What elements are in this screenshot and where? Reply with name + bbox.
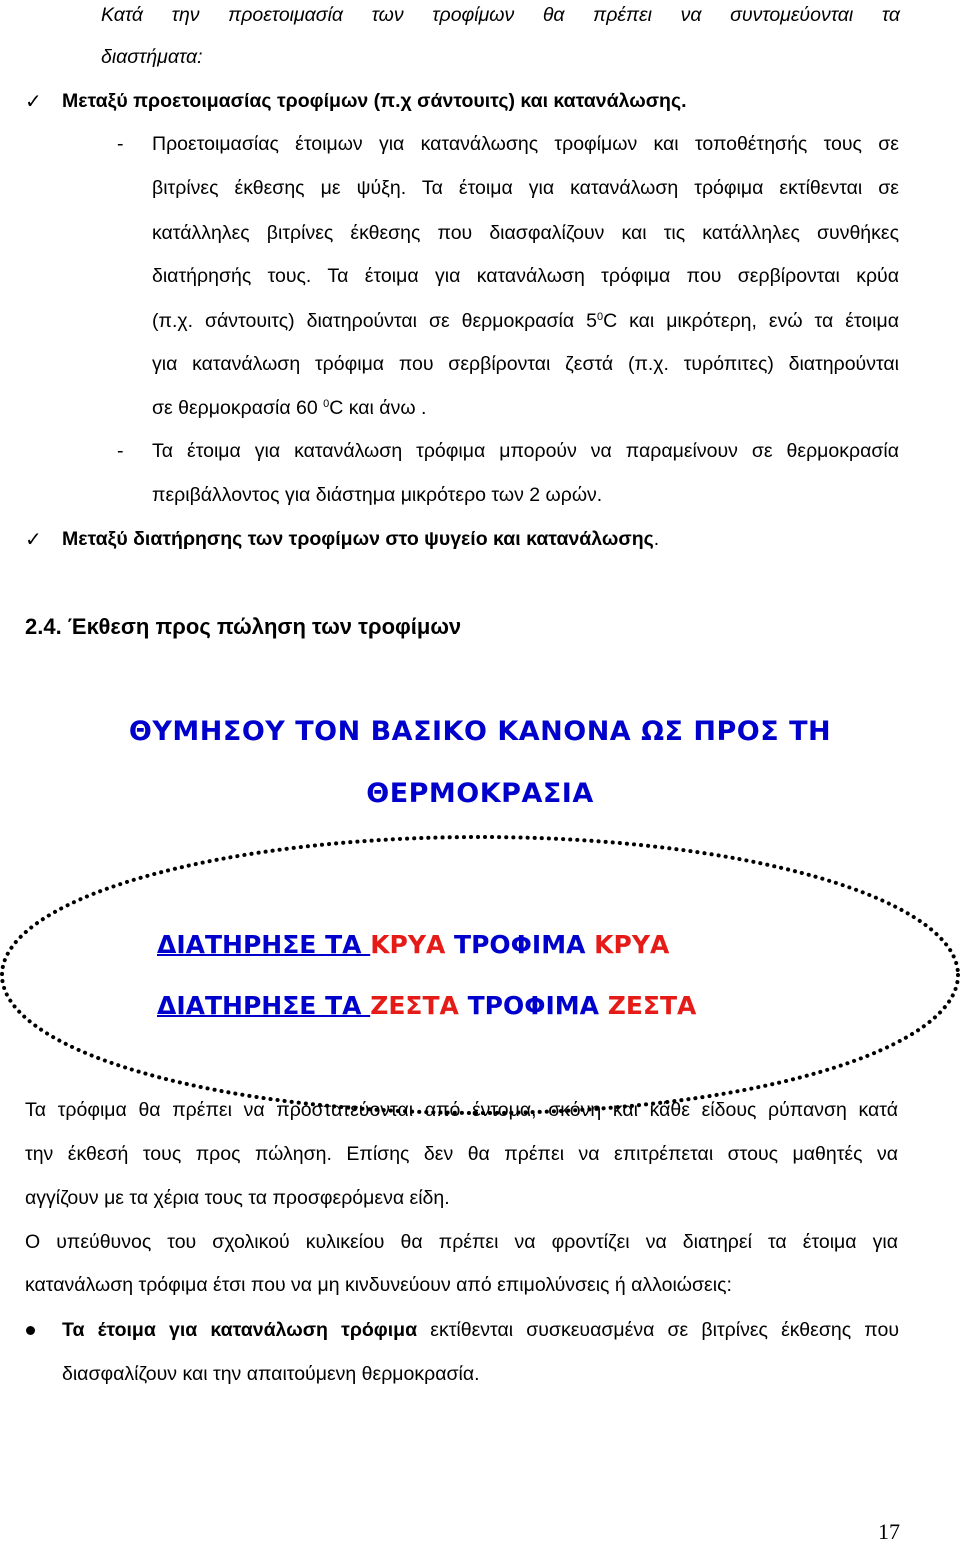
intro-line-1: Κατά την προετοιμασία των τροφίμων θα πρέπει να συντομεύονται τα (101, 4, 900, 26)
para1-line-3: αγγίζουν με τα χέρια τους τα προσφερόμενα είδη. (25, 1187, 450, 1209)
dash1-line-2: βιτρίνες έκθεσης με ψύξη. Τα έτοιμα για κατανάλωση τρόφιμα εκτίθενται σε (152, 177, 899, 199)
checkmark-icon: ✓ (25, 527, 42, 551)
bullet1-line-2: διασφαλίζουν και την απαιτούμενη θερμοκρασία. (62, 1363, 480, 1385)
keep-cold-line: ΔΙΑΤΗΡΗΣΕ ΤΑ ΚΡΥΑ ΤΡΟΦΙΜΑ ΚΡΥΑ (157, 930, 670, 959)
bullet1-line-1: Τα έτοιμα για κατανάλωση τρόφιμα εκτίθενται συσκευασμένα σε βιτρίνες έκθεσης που (62, 1319, 899, 1341)
dash1-line-7: σε θερμοκρασία 60 $^0$C και άνω . (152, 397, 427, 419)
dash1-line-5: (π.χ. σάντουιτς) διατηρούνται σε θερμοκρασία $5^0C$ και μικρότερη, ενώ τα έτοιμα (152, 310, 899, 332)
para1-line-1: Τα τρόφιμα θα πρέπει να προστατεύονται από έντομα, σκόνη και κάθε είδους ρύπανση κατά (25, 1099, 898, 1121)
check2-title: Μεταξύ διατήρησης των τροφίμων στο ψυγείο και κατανάλωσης. (62, 528, 660, 550)
dash2-line-1: Τα έτοιμα για κατανάλωση τρόφιμα μπορούν να παραμείνουν σε θερμοκρασία (152, 440, 899, 462)
dash1-line-6: για κατανάλωση τρόφιμα που σερβίρονται ζεστά (π.χ. τυρόπιτες) διατηρούνται (152, 353, 899, 375)
dash-icon: - (117, 440, 124, 462)
page-number: 17 (878, 1519, 900, 1544)
dash2-line-2: περιβάλλοντος για διάστημα μικρότερο των 2 ωρών. (152, 484, 603, 506)
dash1-line-1: Προετοιμασίας έτοιμων για κατανάλωσης τροφίμων και τοποθέτησής τους σε (152, 133, 899, 155)
para2-line-2: κατανάλωση τρόφιμα έτσι που να μη κινδυνεύουν από επιμολύνσεις ή αλλοιώσεις: (25, 1274, 732, 1296)
checkmark-icon: ✓ (25, 89, 42, 113)
rule-line-1: ΘΥΜΗΣΟΥ ΤΟΝ ΒΑΣΙΚΟ ΚΑΝΟΝΑ ΩΣ ΠΡΟΣ ΤΗ (128, 716, 832, 747)
check1-title: Μεταξύ προετοιμασίας τροφίμων (π.χ σάντουιτς) και κατανάλωσης. (62, 90, 687, 112)
bullet-dot-icon (26, 1326, 35, 1335)
dash1-line-3: κατάλληλες βιτρίνες έκθεσης που διασφαλίζουν και τις κατάλληλες συνθήκες (152, 222, 899, 244)
section-heading: 2.4. Έκθεση προς πώληση των τροφίμων (25, 614, 462, 639)
para1-line-2: την έκθεσή τους προς πώληση. Επίσης δεν θα πρέπει να επιτρέπεται στους μαθητές να (25, 1143, 898, 1165)
para2-line-1: Ο υπεύθυνος του σχολικού κυλικείου θα πρέπει να φροντίζει να διατηρεί τα έτοιμα για (25, 1231, 898, 1253)
keep-hot-line: ΔΙΑΤΗΡΗΣΕ ΤΑ ΖΕΣΤΑ ΤΡΟΦΙΜΑ ΖΕΣΤΑ (157, 991, 697, 1020)
rule-line-2: ΘΕΡΜΟΚΡΑΣΙΑ (366, 778, 594, 809)
intro-line-2: διαστήματα: (101, 46, 203, 68)
dash-icon: - (117, 133, 124, 155)
dash1-line-4: διατήρησής τους. Τα έτοιμα για κατανάλωση τρόφιμα που σερβίρονται κρύα (152, 265, 899, 287)
